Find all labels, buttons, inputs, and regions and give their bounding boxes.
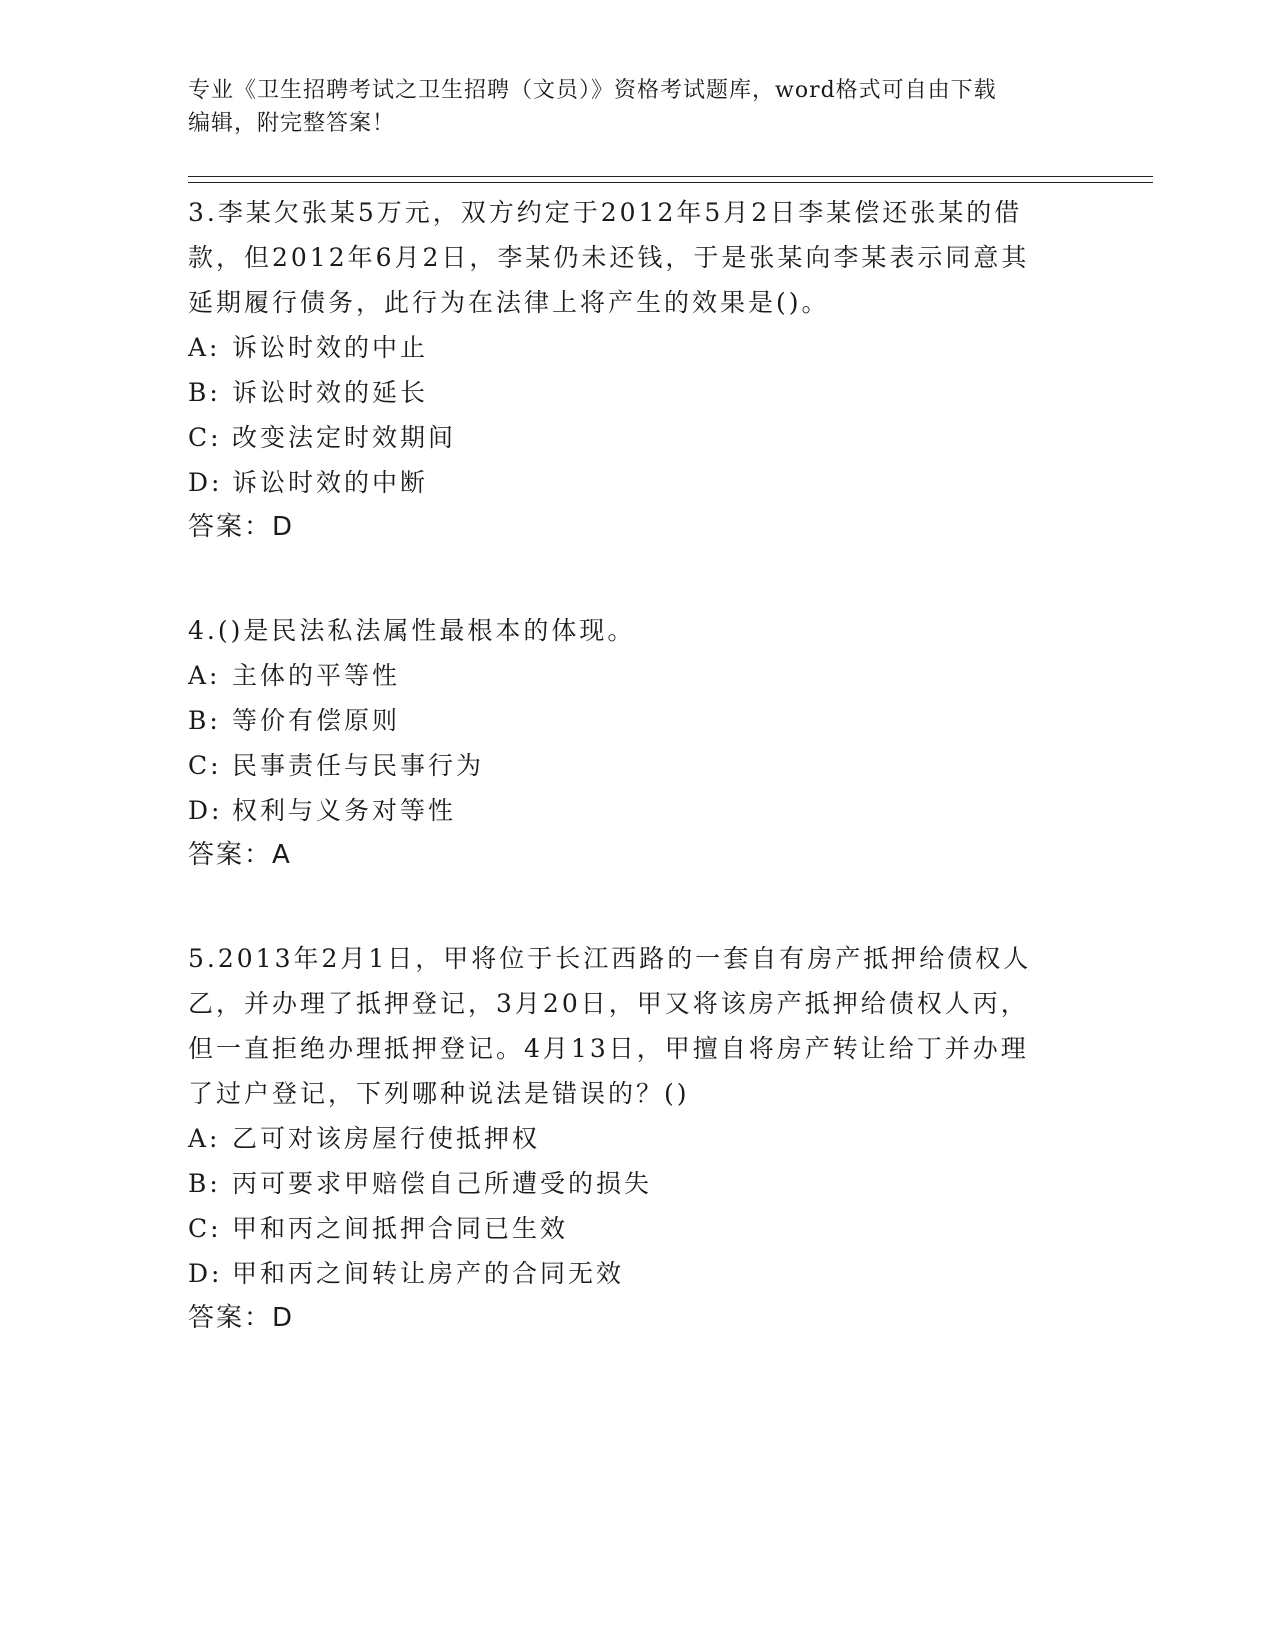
document-header bbox=[188, 74, 1088, 140]
option-d bbox=[188, 460, 1088, 505]
option-letter: A: bbox=[188, 661, 221, 690]
option-c bbox=[188, 1206, 1088, 1251]
option-letter: C: bbox=[188, 1214, 222, 1243]
header-divider-top bbox=[188, 176, 1153, 177]
stem-line: 乙，并办理了抵押登记，3月20日，甲又将该房产抵押给债权人丙， bbox=[188, 989, 1029, 1018]
option-letter: A: bbox=[188, 333, 221, 362]
header-line-2: 编辑，附完整答案！ bbox=[188, 111, 396, 136]
question-5 bbox=[188, 936, 1088, 1341]
stem-line: 了过户登记，下列哪种说法是错误的？() bbox=[188, 1079, 690, 1108]
option-text: 改变法定时效期间 bbox=[232, 423, 457, 452]
question-4 bbox=[188, 608, 1088, 878]
answer-line: 答案：D bbox=[188, 1303, 295, 1333]
stem-line: 延期履行债务，此行为在法律上将产生的效果是()。 bbox=[188, 288, 830, 317]
stem-line: 款，但2012年6月2日，李某仍未还钱，于是张某向李某表示同意其 bbox=[188, 243, 1030, 272]
option-letter: D: bbox=[188, 468, 223, 497]
option-letter: B: bbox=[188, 1169, 221, 1198]
option-text: 诉讼时效的中断 bbox=[232, 468, 429, 497]
answer-line: 答案：D bbox=[188, 512, 295, 542]
answer-line: 答案：A bbox=[188, 840, 292, 870]
option-b bbox=[188, 370, 1088, 415]
option-letter: C: bbox=[188, 423, 222, 452]
option-b bbox=[188, 1161, 1088, 1206]
option-b bbox=[188, 698, 1088, 743]
option-text: 诉讼时效的中止 bbox=[232, 333, 429, 362]
stem-line: 但一直拒绝办理抵押登记。4月13日，甲擅自将房产转让给丁并办理 bbox=[188, 1034, 1029, 1063]
option-letter: D: bbox=[188, 1259, 223, 1288]
option-letter: A: bbox=[188, 1124, 221, 1153]
option-text: 等价有偿原则 bbox=[232, 706, 401, 735]
header-divider-bottom bbox=[188, 182, 1153, 183]
option-text: 主体的平等性 bbox=[232, 661, 401, 690]
header-line-1: 专业《卫生招聘考试之卫生招聘（文员）》资格考试题库，word格式可自由下载 bbox=[188, 78, 997, 103]
option-text: 民事责任与民事行为 bbox=[232, 751, 485, 780]
option-text: 诉讼时效的延长 bbox=[232, 378, 429, 407]
question-list bbox=[188, 190, 1088, 1399]
stem-line: 4.()是民法私法属性最根本的体现。 bbox=[188, 616, 636, 645]
option-text: 丙可要求甲赔偿自己所遭受的损失 bbox=[232, 1169, 653, 1198]
option-text: 乙可对该房屋行使抵押权 bbox=[232, 1124, 541, 1153]
option-letter: C: bbox=[188, 751, 222, 780]
option-letter: B: bbox=[188, 706, 221, 735]
stem-line: 3.李某欠张某5万元，双方约定于2012年5月2日李某偿还张某的借 bbox=[188, 198, 1023, 227]
option-c bbox=[188, 415, 1088, 460]
option-letter: B: bbox=[188, 378, 221, 407]
question-stem bbox=[188, 936, 1088, 1116]
question-stem bbox=[188, 190, 1088, 325]
option-text: 甲和丙之间转让房产的合同无效 bbox=[232, 1259, 625, 1288]
question-3 bbox=[188, 190, 1088, 550]
option-a bbox=[188, 1116, 1088, 1161]
option-d bbox=[188, 788, 1088, 833]
option-text: 甲和丙之间抵押合同已生效 bbox=[232, 1214, 569, 1243]
option-text: 权利与义务对等性 bbox=[232, 796, 457, 825]
option-a bbox=[188, 325, 1088, 370]
option-c bbox=[188, 743, 1088, 788]
option-d bbox=[188, 1251, 1088, 1296]
question-stem bbox=[188, 608, 1088, 653]
option-letter: D: bbox=[188, 796, 223, 825]
stem-line: 5.2013年2月1日，甲将位于长江西路的一套自有房产抵押给债权人 bbox=[188, 944, 1032, 973]
option-a bbox=[188, 653, 1088, 698]
